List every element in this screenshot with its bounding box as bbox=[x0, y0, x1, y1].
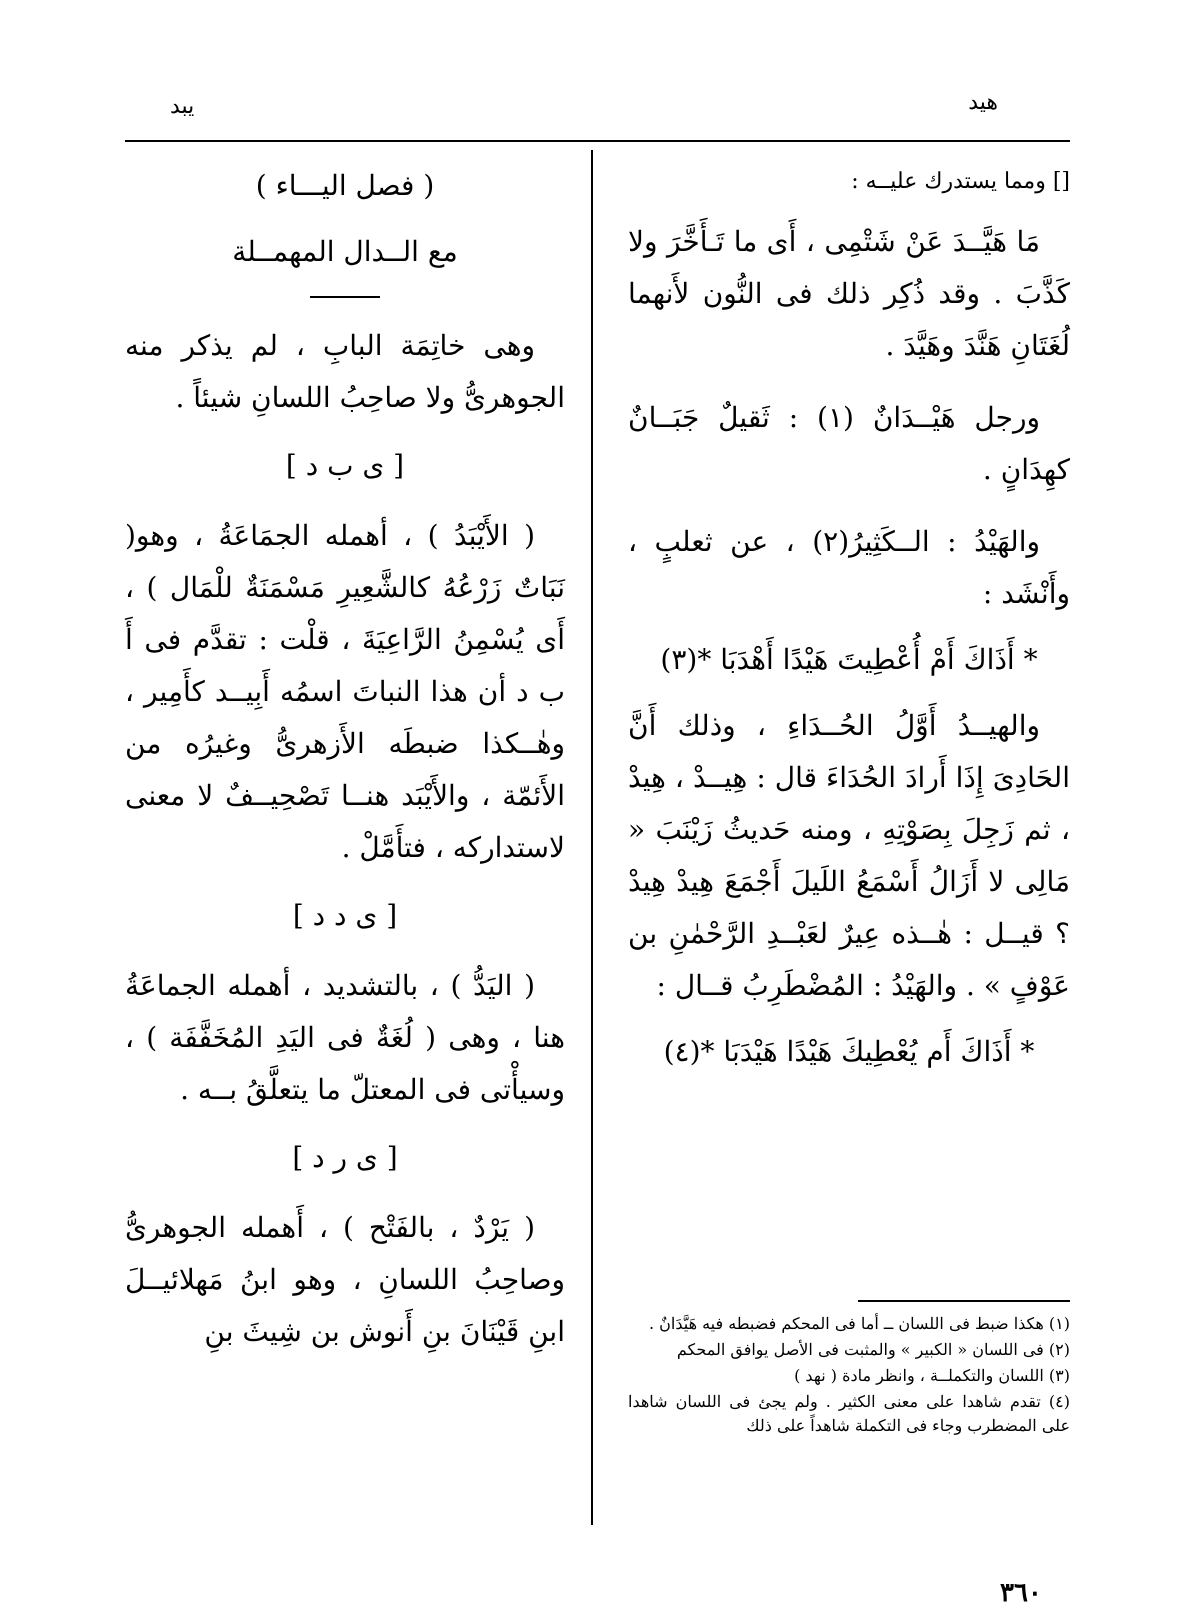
section-intro: وهى خاتِمَة البابِ ، لم يذكر منه الجوهرىُّ ولا صاحِبُ اللسانِ شيئاً . bbox=[125, 329, 565, 414]
entry-paragraph: ( الأَيْبَدُ ) ، أهمله الجمَاعَةُ ، وهو( نَبَاتٌ زَرْعُهُ كالشَّعِيرِ مَسْمَنَةٌ للْمَال ) ، أَى يُسْمِنُ الرَّاعِيَةَ ، قلْت : تقدَّم فى أَ ب د أن هذا النباتَ اسمُه أَبِيــد كأَمِير ، وهٰــكذا ضبطَه الأَزهرىُّ وغيرُه من الأَئمّة ، والأَيْبَد هنــا تَصْحِيــفٌ لا معنى لاستداركه ، فتأَمَّلْ . bbox=[125, 519, 565, 864]
running-header-left: يبد bbox=[170, 94, 195, 119]
page-number: ٣٦٠ bbox=[1000, 1578, 1042, 1608]
verse-line: * أَذَاكَ أَم يُعْطِيكَ هَيْدًا هَيْدَبَا *(٤) bbox=[663, 1035, 1035, 1068]
entry-paragraph: ( اليَدُّ ) ، بالتشديد ، أهمله الجماعَةُ هنا ، وهى ( لُغَةٌ فى اليَدِ المُخَفَّفَة ) ، وسيأْتى فى المعتلّ ما يتعلَّقُ بــه . bbox=[125, 969, 565, 1106]
root-heading: [ ى ر د ] bbox=[292, 1141, 398, 1174]
right-column bbox=[628, 160, 1070, 1092]
section-title: ( فصل اليـــاء ) bbox=[255, 169, 435, 202]
root-heading: [ ى ب د ] bbox=[285, 449, 405, 482]
footnote-rule bbox=[858, 1300, 1070, 1302]
entry-paragraph: مَا هَيَّــدَ عَنْ شَتْمِى ، أَى ما تَـأَخَّرَ ولا كَذَّبَ . وقد ذُكِر ذلك فى النُّون لأَنهما لُغَتَانِ هَنَّدَ وهَيَّدَ . bbox=[628, 225, 1070, 362]
entry-paragraph: ورجل هَيْــدَانٌ (١) : ثَقيلٌ جَبَــانٌ كهِدَانٍ . bbox=[628, 401, 1070, 486]
verse-line: * أَذَاكَ أَمْ أُعْطِيتَ هَيْدًا أَهْدَبَا *(٣) bbox=[660, 643, 1038, 676]
footnote: (١) هكذا ضبط فى اللسان ــ أما فى المحكم فضبطه فيه هَيَّدَانٌ . bbox=[648, 1314, 1070, 1333]
entry-paragraph: والهَيْدُ : الــكَثِيرُ(٢) ، عن ثعلبٍ ، وأَنْشَد : bbox=[628, 525, 1070, 610]
footnote: (٢) فى اللسان « الكبير » والمثبت فى الأصل يوافق المحكم bbox=[676, 1340, 1070, 1359]
running-header-right: هيد bbox=[968, 90, 998, 115]
section-subtitle: مع الــدال المهمــلة bbox=[232, 235, 458, 268]
column-divider bbox=[591, 150, 593, 1525]
entry-paragraph: ( يَرْدٌ ، بالفَتْح ) ، أَهمله الجوهرىُّ وصاحِبُ اللسانِ ، وهو ابنُ مَهلائيــلَ ابنِ قَيْنَانَ بنِ أَنوش بن شِيثَ بنِ bbox=[125, 1211, 565, 1348]
root-heading: [ ى د د ] bbox=[292, 899, 398, 932]
footnote: (٣) اللسان والتكملــة ، وانظر مادة ( نهد ) bbox=[794, 1366, 1070, 1385]
addendum-heading: [] ومما يستدرك عليــه : bbox=[851, 169, 1070, 194]
footnote: (٤) تقدم شاهدا على معنى الكثير . ولم يجئ فى اللسان شاهدا على المضطرب وجاء فى التكملة شاهداً على ذلك bbox=[628, 1392, 1071, 1435]
footnotes bbox=[628, 1312, 1070, 1440]
left-column bbox=[125, 160, 565, 1358]
section-rule bbox=[310, 296, 380, 298]
entry-paragraph: والهيــدُ أَوَّلُ الحُــدَاءِ ، وذلك أَنَّ الحَادِىَ إِذَا أَرادَ الحُدَاءَ قال : هِيــدْ ، هِيدْ ، ثم زَجِلَ بِصَوْتِهِ ، ومنه حَديثُ زَيْنَبَ « مَالِى لا أَزَالُ أَسْمَعُ اللَيلَ أَجْمَعَ هِيدْ هِيدْ ؟ قيــل : هٰــذه عِيرٌ لعَبْــدِ الرَّحْمٰنِ بن عَوْفٍ » . والهَيْدُ : المُضْطَرِبُ قــال : bbox=[628, 709, 1070, 1002]
header-rule bbox=[125, 140, 1070, 142]
